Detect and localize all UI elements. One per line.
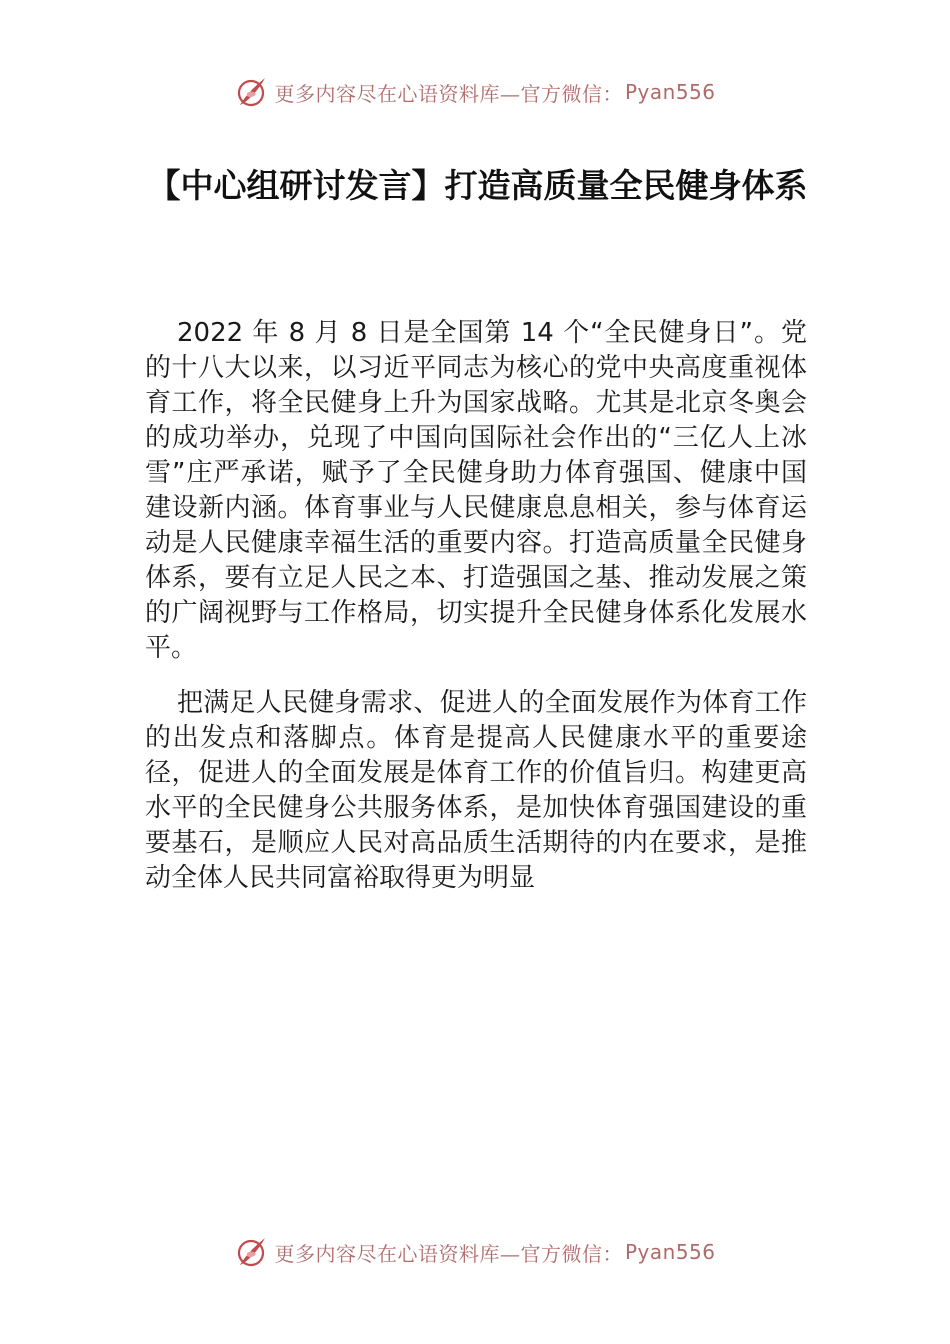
watermark-wechat-id: Pyan556 [624, 80, 716, 104]
header-watermark [0, 72, 950, 112]
paragraph-2: 把满足人民健身需求、促进人的全面发展作为体育工作的出发点和落脚点。体育是提高人民健康水平的重要途径，促进人的全面发展是体育工作的价值旨归。构建更高水平的全民健身公共服务体系，是加快体育强国建设的重要基石，是顺应人民对高品质生活期待的内在要求，是推动全体人民共同富裕取得更为明显 [145, 688, 807, 893]
watermark-text: 更多内容尽在心语资料库—官方微信： [274, 1241, 623, 1266]
footer-watermark [0, 1232, 950, 1272]
quill-logo-icon [234, 75, 268, 109]
document-title: 【中心组研讨发言】打造高质量全民健身体系 [147, 166, 808, 205]
paragraph-1: 2022 年 8 月 8 日是全国第 14 个“全民健身日”。党的十八大以来，以习近平同志为核心的党中央高度重视体育工作，将全民健身上升为国家战略。尤其是北京冬奥会的成功举办，兑现了中国向国际社会作出的“三亿人上冰雪”庄严承诺，赋予了全民健身助力体育强国、健康中国建设新内涵。体育事业与人民健康息息相关，参与体育运动是人民健康幸福生活的重要内容。打造高质量全民健身体系，要有立足人民之本、打造强国之基、推动发展之策的广阔视野与工作格局，切实提升全民健身体系化发展水平。 [145, 318, 807, 663]
document-body [145, 316, 807, 916]
watermark-text: 更多内容尽在心语资料库—官方微信： [274, 81, 623, 106]
watermark-wechat-id: Pyan556 [624, 1240, 716, 1264]
quill-logo-icon [234, 1235, 268, 1269]
